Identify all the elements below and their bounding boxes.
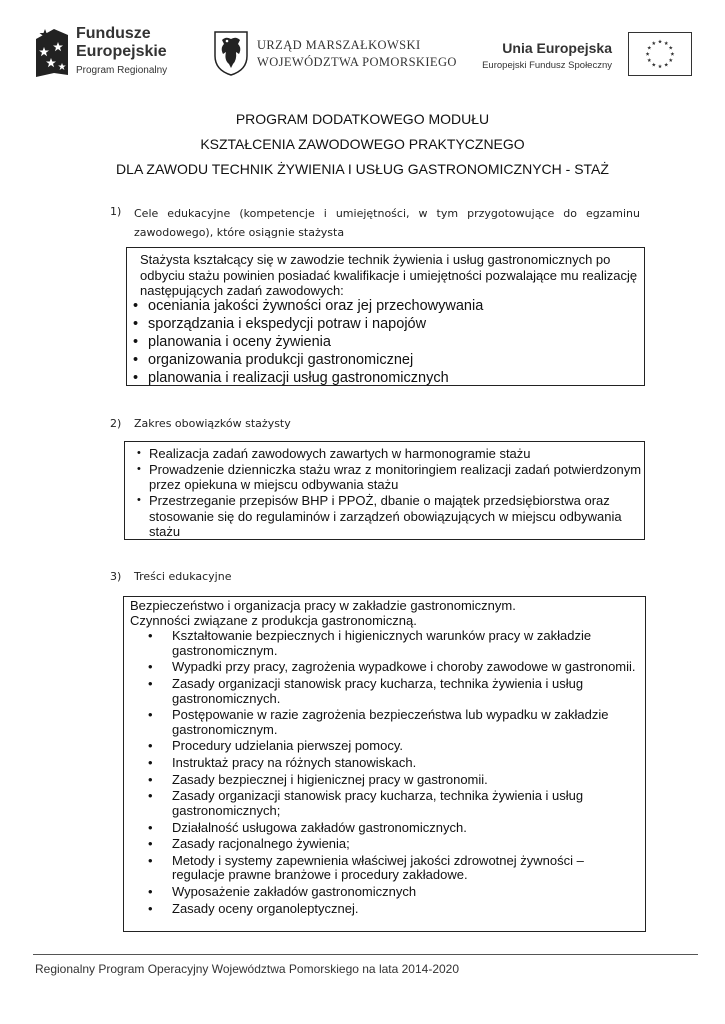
eu-star-icon [664, 63, 668, 67]
list-item: • Przestrzeganie przepisów BHP i PPOŻ, dbanie o majątek przedsiębiorstwa oraz stosowanie się do regulaminów i zarządzeń obowiązujących w miejscu odbywania stażu [137, 493, 642, 539]
list-item: • planowania i realizacji usług gastronomicznych [133, 369, 483, 387]
document-title-line3: DLA ZAWODU TECHNIK ŻYWIENIA I USŁUG GASTRONOMICZNYCH - STAŻ [116, 161, 609, 177]
footer-text: Regionalny Program Operacyjny Województwa Pomorskiego na lata 2014-2020 [35, 962, 460, 976]
list-item: • planowania i oceny żywienia [133, 333, 483, 351]
eu-flag-icon [628, 32, 692, 76]
section3-list [148, 629, 638, 918]
eu-star-icon [664, 41, 668, 45]
section1-heading: Cele edukacyjne (kompetencje i umiejętności, w tym przygotowujące do egzaminu zawodowego), które osiągnie stażysta [134, 207, 640, 239]
section3-intro-line2: Czynności związane z produkcja gastronomiczną. [130, 612, 417, 628]
list-item: • Postępowanie w razie zagrożenia bezpieczeństwa lub wypadku w zakładzie gastronomicznym. [148, 708, 638, 737]
unia-line1: Unia Europejska [502, 40, 612, 56]
list-item: • Wyposażenie zakładów gastronomicznych [148, 885, 638, 900]
list-item: • Prowadzenie dzienniczka stażu wraz z monitoringiem realizacji zadań potwierdzonym przez opiekuna w miejscu odbywania stażu [137, 462, 642, 493]
fundusze-europejskie-logo [34, 22, 184, 82]
section1-intro: Stażysta kształcący się w zawodzie technik żywienia i usług gastronomicznych po odbyciu stażu powinien posiadać kwalifikacje i umiejętności pozwalające mu realizację następujących zadań zawodowych: [140, 252, 638, 298]
urzad-marszalkowski-logo [212, 30, 462, 80]
section1-number: 1) [110, 205, 122, 218]
fundusze-line1: Fundusze [76, 25, 151, 42]
section3-intro [130, 599, 640, 628]
urzad-line1: URZĄD MARSZAŁKOWSKI [257, 38, 421, 52]
list-item: • Realizacja zadań zawodowych zawartych w harmonogramie stażu [137, 446, 642, 461]
list-item: • organizowania produkcji gastronomicznej [133, 351, 483, 369]
fundusze-line3: Program Regionalny [76, 65, 168, 76]
list-item: • Zasady organizacji stanowisk pracy kucharza, technika żywienia i usług gastronomicznych; [148, 789, 638, 818]
eu-star-icon [646, 52, 650, 56]
section1-list [133, 297, 483, 387]
footer-divider [33, 954, 698, 955]
list-item: • Zasady oceny organoleptycznej. [148, 902, 638, 917]
unia-europejska-logo [482, 32, 692, 80]
eu-star-icon [652, 63, 656, 67]
eu-star-icon [652, 41, 656, 45]
list-item: • Instruktaż pracy na różnych stanowiskach. [148, 756, 638, 771]
griffin-coat-of-arms-icon [212, 30, 250, 76]
stars-logo-icon [34, 25, 70, 77]
document-title-line2: KSZTAŁCENIA ZAWODOWEGO PRAKTYCZNEGO [200, 136, 525, 152]
list-item: • Metody i systemy zapewnienia właściwej jakości zdrowotnej żywności – regulacje prawne branżowe i procedury zakładowe. [148, 854, 638, 883]
eu-star-icon [669, 58, 673, 62]
list-item: • Działalność usługowa zakładów gastronomicznych. [148, 821, 638, 836]
section2-list [137, 446, 642, 540]
urzad-line2: WOJEWÓDZTWA POMORSKIEGO [257, 55, 457, 69]
section3-number: 3) [110, 570, 122, 583]
list-item: • Kształtowanie bezpiecznych i higienicznych warunków pracy w zakładzie gastronomicznym. [148, 629, 638, 658]
list-item: • Procedury udzielania pierwszej pomocy. [148, 739, 638, 754]
list-item: • Zasady organizacji stanowisk pracy kucharza, technika żywienia i usług gastronomicznych. [148, 677, 638, 706]
section2-box [124, 441, 645, 540]
section3-intro-line1: Bezpieczeństwo i organizacja pracy w zakładzie gastronomicznym. [130, 598, 516, 613]
eu-star-icon [658, 39, 662, 43]
eu-star-icon [647, 58, 651, 62]
eu-star-icon [670, 52, 674, 56]
eu-star-icon [658, 64, 662, 68]
list-item: • Zasady racjonalnego żywienia; [148, 837, 638, 852]
section3-box [123, 596, 646, 932]
list-item: • Wypadki przy pracy, zagrożenia wypadkowe i choroby zawodowe w gastronomii. [148, 660, 638, 675]
eu-star-icon [669, 46, 673, 50]
section2-heading: Zakres obowiązków stażysty [134, 417, 291, 430]
unia-line2: Europejski Fundusz Społeczny [482, 60, 612, 71]
document-title-line1: PROGRAM DODATKOWEGO MODUŁU [235, 111, 490, 127]
list-item: • oceniania jakości żywności oraz jej przechowywania [133, 297, 483, 315]
list-item: • Zasady bezpiecznej i higienicznej pracy w gastronomii. [148, 773, 638, 788]
section2-number: 2) [110, 417, 122, 430]
eu-star-icon [647, 46, 651, 50]
fundusze-line2: Europejskie [76, 43, 167, 60]
list-item: • sporządzania i ekspedycji potraw i napojów [133, 315, 483, 333]
section3-heading: Treści edukacyjne [134, 570, 232, 583]
section1-box [126, 247, 645, 386]
